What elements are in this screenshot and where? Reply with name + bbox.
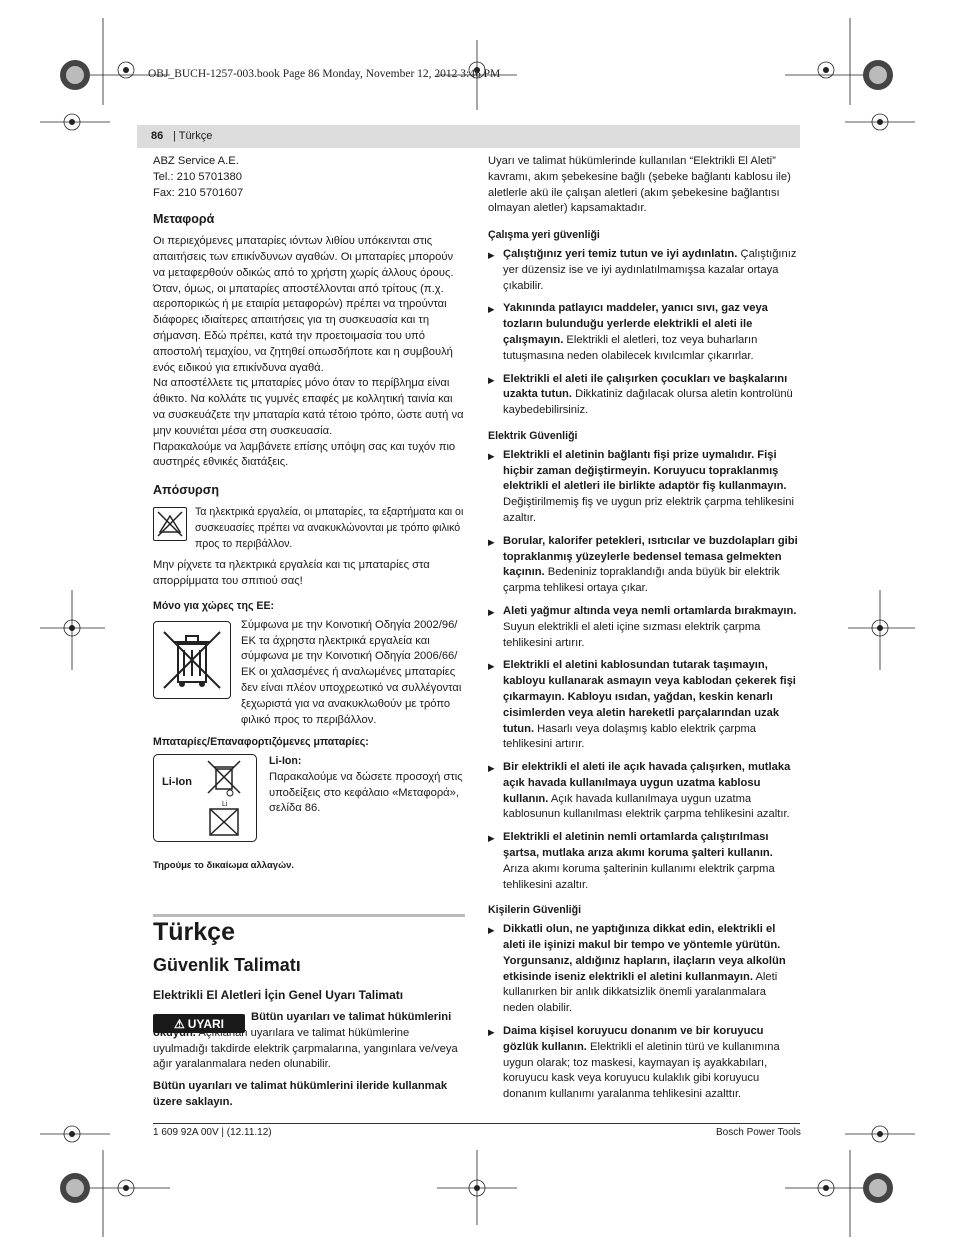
batteries-heading: Μπαταρίες/Επαναφορτιζόμενες μπαταρίες: (153, 736, 369, 749)
transport-paragraph: Παρακαλούμε να λαμβάνετε επίσης υπόψη σας και τυχόν πιο αυστηρές εθνικές διατάξεις. (153, 440, 456, 469)
liion-symbol-label: Li-Ion (162, 776, 192, 789)
personal-safety-heading: Kişilerin Güvenliği (488, 904, 582, 917)
liion-label: Li-Ion: (269, 755, 302, 768)
transport-heading: Μεταφορά (153, 212, 215, 227)
list-item: ▶ Elektrikli el aleti ile çalışırken çocukları ve başkalarını uzakta tutun. Dikkatiniz dağılacak olursa aletin kontrolünü kaybedebilirsiniz. (488, 372, 800, 419)
list-item: ▶ Elektrikli el aletinin bağlantı fişi prize uymalıdır. Fişi hiçbir zaman değiştirmeyin. Koruyucu topraklanmış elektrikli el aletleri ile birlikte adaptör fiş kullanmayın. Değiştirilmemiş fiş ve uygun priz elektrik çarpma tehlikesini azaltır. (488, 448, 800, 527)
footer-document-code: 1 609 92A 00V | (12.11.12) (153, 1127, 272, 1138)
left-column (153, 154, 465, 877)
list-item: ▶ Elektrikli el aletinin nemli ortamlarda çalıştırılması şartsa, mutlaka arıza akımı koruma şalteri kullanın. Arıza akımı koruma şalterinin kullanımı elektrik çarpma tehlikesini azaltır. (488, 830, 800, 893)
disposal-heading: Απόσυρση (153, 483, 219, 498)
section-title: Türkçe (153, 918, 235, 946)
transport-paragraph: Όταν, όμως, οι μπαταρίες αποστέλλονται από τρίτους (π.χ. αεροπορικώς ή με εταιρία μεταφορών) πρέπει να τηρούνται διάφορες ιδιαίτερες απαιτήσεις για τη συσκευασία και τη σήμανση. Εδώ πρέπει, κατά την προετοιμασία του υπό αποστολή τεμαχίου, να ζητηθεί οπωσδήποτε και η συμβουλή ενός ειδικού για επικίνδυνα αγαθά. (153, 282, 453, 374)
list-item: ▶ Yakınında patlayıcı maddeler, yanıcı sıvı, gaz veya tozların bulunduğu yerlerde elektrikli el aleti ile çalışmayın. Elektrikli el aletleri, toz veya buharların tutuşmasına neden olabilecek kıvılcımlar çıkarırlar. (488, 301, 800, 364)
liion-battery-symbol (153, 754, 257, 842)
list-item: ▶ Aleti yağmur altında veya nemli ortamlarda bırakmayın. Suyun elektrikli el aleti içine sızması elektrik çarpma tehlikesini artırır. (488, 604, 800, 651)
page-header-bar (137, 125, 800, 148)
header-language: | Türkçe (173, 130, 213, 142)
li-symbol-label: Li (222, 801, 228, 809)
eu-paragraph: Σύμφωνα με την Κοινοτική Οδηγία 2002/96/ΕΚ τα άχρηστα ηλεκτρικά εργαλεία και σύμφωνα με την Κοινοτική Οδηγία 2006/66/ΕΚ οι χαλασμένες ή αναλωμένες μπαταρίες δεν είναι πλέον υποχρεωτικό να συλλέγονται ξεχωριστά για να ανακυκλωθούν με τρόπο φιλικό προς το περιβάλλον. (241, 618, 462, 726)
warning-block (153, 1010, 465, 1111)
footer-rule (153, 1123, 800, 1124)
address-line: ABZ Service A.E. (153, 155, 239, 167)
list-item: ▶ Daima kişisel koruyucu donanım ve bir koruyucu gözlük kullanın. Elektrikli el aletinin türü ve kullanımına uygun olarak; toz maskesi, kaymayan iş ayakkabıları, koruyucu kask veya koruyucu kulaklık gibi koruyucu donanım kullanımı yaralanma tehlikesini azalttır. (488, 1024, 800, 1103)
right-column (488, 154, 800, 1110)
rights-note: Τηρούμε το δικαίωμα αλλαγών. (153, 860, 295, 872)
work-area-heading: Çalışma yeri güvenliği (488, 229, 600, 242)
warning-paragraph: Bütün uyarıları ve talimat hükümlerini okuyun. Açıklanan uyarılara ve talimat hükümlerine uyulmadığı takdirde elektrik çarpmalarına, yangınlara ve/veya ağır yaralanmalara neden olunabilir. (153, 1011, 458, 1071)
address-line: Fax: 210 5701607 (153, 186, 244, 199)
print-header: OBJ_BUCH-1257-003.book Page 86 Monday, November 12, 2012 3:46 PM (148, 68, 501, 80)
footer-brand: Bosch Power Tools (716, 1127, 801, 1138)
warning-badge-label: UYARI (187, 1016, 224, 1031)
address-line: Tel.: 210 5701380 (153, 170, 242, 183)
list-item: ▶ Çalıştığınız yeri temiz tutun ve iyi aydınlatın. Çalıştığınız yer düzensiz ise ve iyi aydınlatılmamışsa kazalar ortaya çıkabilir. (488, 247, 800, 294)
disposal-paragraph: Μην ρίχνετε τα ηλεκτρικά εργαλεία και τις μπαταρίες στα απορρίμματα του σπιτιού σας! (153, 559, 430, 588)
list-item: ▶ Borular, kalorifer petekleri, ısıtıcılar ve buzdolapları gibi topraklanmış yüzeylerle bedensel temasa gelmekten kaçının. Bedeniniz topraklandığı anda büyük bir elektrik çarpma tehlikesi ortaya çıkar. (488, 534, 800, 597)
electrical-heading: Elektrik Güvenliği (488, 429, 578, 442)
liion-paragraph: Παρακαλούμε να δώσετε προσοχή στις υποδείξεις στο κεφάλαιο «Μεταφορά», σελίδα 86. (269, 770, 463, 815)
warning-triangle-icon: ⚠ (174, 1016, 185, 1031)
left-column-safety (153, 988, 465, 1010)
weee-bin-icon (153, 621, 231, 699)
keep-paragraph: Bütün uyarıları ve talimat hükümlerini ileride kullanmak üzere saklayın. (153, 1080, 448, 1108)
list-item: ▶ Elektrikli el aletini kablosundan tutarak taşımayın, kabloyu kullanarak asmayın veya kablodan çekerek fişi çıkarmayın. Kabloyu ısıdan, yağdan, keskin kenarlı cisimlerden veya aletin hareketli parçalarından uzak tutun. Hasarlı veya dolaşmış kablo elektrik çarpma tehlikesini artırır. (488, 658, 800, 753)
safety-title: Güvenlik Talimatı (153, 955, 301, 975)
list-item: ▶ Bir elektrikli el aleti ile açık havada çalışırken, mutlaka açık havada kullanılmaya uygun uzatma kablosu kullanın. Açık havada kullanılmaya uygun uzatma kablosunun kullanılması elektrik çarpma tehlikesini azaltır. (488, 760, 800, 823)
transport-paragraph: Οι περιεχόμενες μπαταρίες ιόντων λιθίου υπόκεινται στις απαιτήσεις των επικίνδυνων αγαθών. Οι μπαταρίες μπορούν να μεταφερθούν οδικώς από το χρήστη χωρίς άλλους όρους. (153, 235, 454, 279)
disposal-paragraph: Τα ηλεκτρικά εργαλεία, οι μπαταρίες, τα εξαρτήματα και οι συσκευασίες πρέπει να ανακυκλώνονται με τρόπο φιλικό προς το περιβάλλον. (195, 505, 464, 550)
section-rule (153, 914, 465, 917)
recycle-icon (153, 507, 187, 541)
intro-paragraph: Uyarı ve talimat hükümlerinde kullanılan “Elektrikli El Aleti” kavramı, akım şebekesine bağlı (şebeke bağlantı kablosu ile) aletlerle akü ile çalışan aletleri (akım şebekesine bağlantısı olmayan aletler) kapsamaktadır. (488, 155, 791, 215)
eu-heading: Μόνο για χώρες της ΕΕ: (153, 599, 275, 612)
general-warning-heading: Elektrikli El Aletleri İçin Genel Uyarı Talimatı (153, 988, 404, 1002)
list-item: ▶ Dikkatli olun, ne yaptığınıza dikkat edin, elektrikli el aleti ile işinizi makul bir tempo ve yöntemle yürütün. Yorgunsanız, aldığınız hapların, ilaçların veya alkolün etkisinde iseniz elektrikli el aletini kullanmayın. Aleti kullanırken bir anlık dikkatsizlik önemli yaralanmalara neden olabilir. (488, 922, 800, 1017)
page-number: 86 (151, 130, 164, 142)
transport-paragraph: Να αποστέλλετε τις μπαταρίες μόνο όταν το περίβλημα είναι άθικτο. Να κολλάτε τις γυμνές επαφές με κολλητική ταινία και να συσκευάζετε την μπαταρία κατά τέτοιο τρόπο, ώστε αυτή να μην κουνιέται μέσα στη συσκευασία. (153, 377, 464, 437)
